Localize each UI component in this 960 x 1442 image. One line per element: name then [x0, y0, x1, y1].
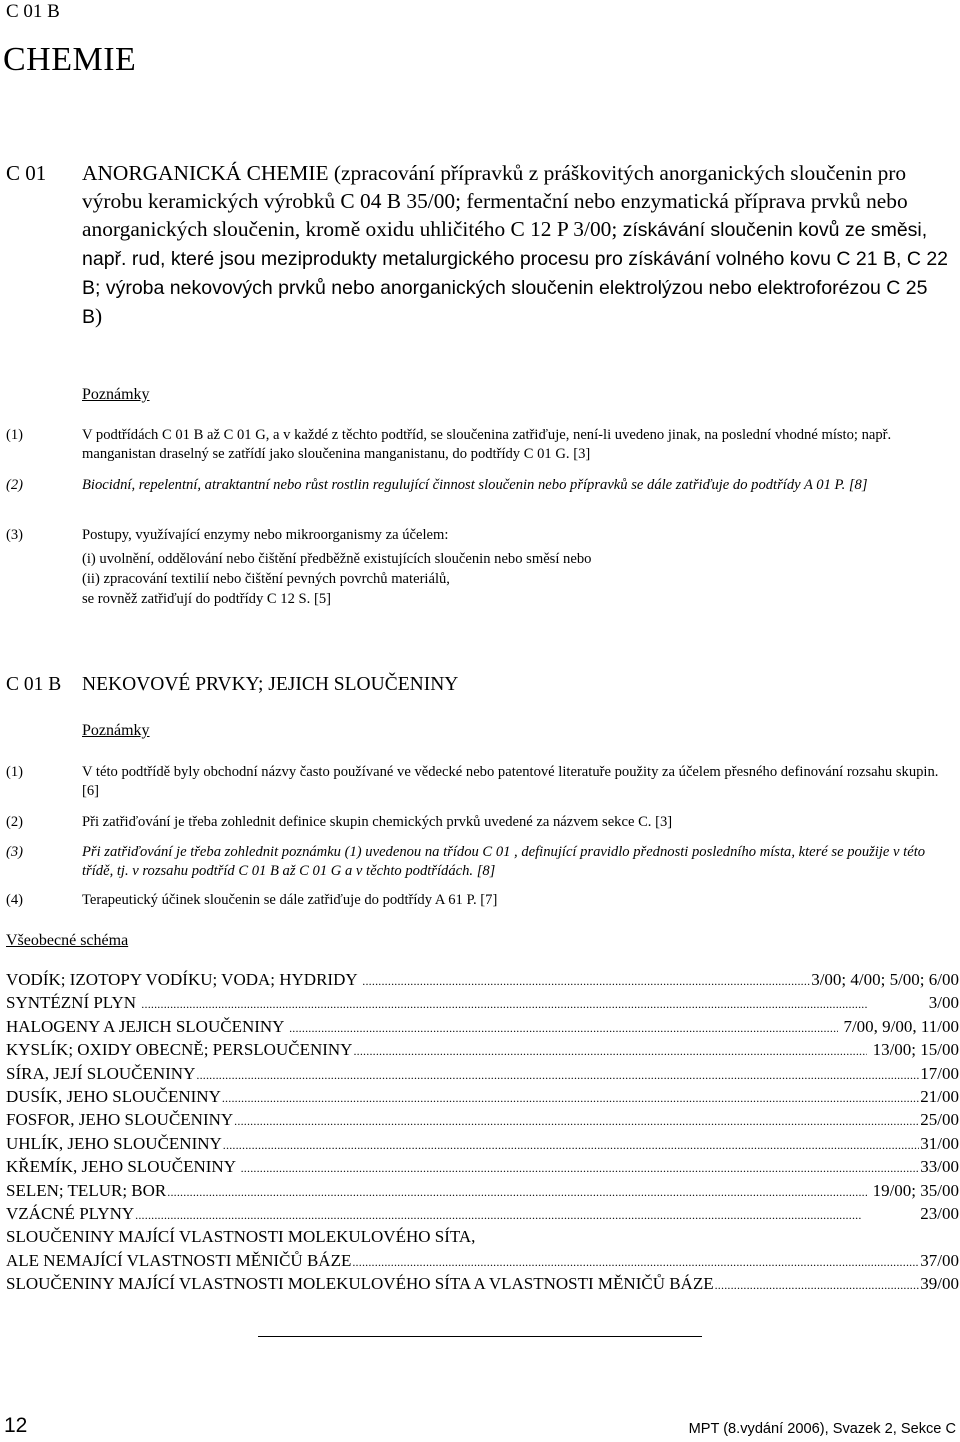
leader-dots — [234, 1110, 919, 1132]
subclass-note-number: (1) — [6, 764, 24, 780]
subclass-code: C 01 B — [6, 674, 62, 695]
schema-entry-label: KŘEMÍK, JEHO SLOUČENINY — [6, 1157, 240, 1177]
schema-entry-groups: 37/00 — [920, 1250, 959, 1270]
subclass-note-number: (3) — [6, 844, 24, 860]
class-title-caps: ANORGANICKÁ CHEMIE — [82, 161, 329, 185]
leader-dots — [167, 1181, 867, 1203]
schema-entry-label: ALE NEMAJÍCÍ VLASTNOSTI MĚNIČŮ BÁZE — [6, 1250, 352, 1270]
schema-entry — [6, 1086, 959, 1109]
subclass-note-number: (2) — [6, 814, 24, 830]
publication-info: MPT (8.vydání 2006), Svazek 2, Sekce C — [688, 1421, 956, 1437]
leader-dots — [289, 1017, 838, 1039]
class-note-subitem: se rovněž zatřiďují do podtřídy C 12 S. [5] — [82, 591, 331, 607]
schema-entry-label: SÍRA, JEJÍ SLOUČENINY — [6, 1063, 196, 1083]
subclass-note-text: Při zatřiďování je třeba zohlednit definice skupin chemických prvků uvedené za názvem sekce C. [3] — [82, 814, 673, 830]
schema-entry — [6, 1273, 959, 1296]
class-note-subitem: (i) uvolnění, oddělování nebo čištění předběžně existujících sloučenin nebo směsí nebo — [82, 551, 592, 567]
schema-entry-label: SLOUČENINY MAJÍCÍ VLASTNOSTI MOLEKULOVÉHO SÍTA A VLASTNOSTI MĚNIČŮ BÁZE — [6, 1274, 714, 1294]
schema-entry-groups: 3/00; 4/00; 5/00; 6/00 — [811, 970, 959, 989]
class-title — [82, 159, 952, 331]
subclass-notes-heading: Poznámky — [82, 722, 150, 739]
schema-entry-groups: 23/00 — [920, 1203, 959, 1223]
class-note-text: V podtřídách C 01 B až C 01 G, a v každé z těchto podtříd, se sloučenina zatřiďuje, není-li uvedeno jinak, na poslední vhodné místo; např. manganistan draselný se zatřídí jako sloučenina manganistanu, do podtřídy C 01 G. [3] — [82, 427, 892, 462]
schema-entry-label: SELEN; TELUR; BOR — [6, 1180, 167, 1200]
schema-entry-groups: 3/00 — [928, 993, 959, 1013]
leader-dots — [352, 1251, 919, 1273]
schema-entry — [6, 969, 959, 992]
schema-entry-label: UHLÍK, JEHO SLOUČENINY — [6, 1133, 222, 1153]
leader-dots — [222, 1087, 919, 1109]
schema-entry-groups: 33/00 — [920, 1157, 959, 1177]
page-title: CHEMIE — [3, 41, 137, 78]
class-title-scope-sans: získávání sloučenin kovů ze směsi, např. rud, které jsou meziprodukty metalurgického procesu pro získávání volného kovu C 21 B, C 22 B; výroba nekovových prvků nebo anorganických sloučenin elektrolýzou nebo elektroforézou C 25 B — [82, 219, 949, 328]
schema-entry-label: FOSFOR, JEHO SLOUČENINY — [6, 1110, 234, 1130]
schema-entry-groups: 17/00 — [920, 1063, 959, 1083]
subclass-note-number: (4) — [6, 892, 24, 908]
schema-entry-groups: 19/00; 35/00 — [868, 1180, 959, 1200]
leader-dots — [353, 1040, 867, 1062]
schema-entry — [6, 992, 959, 1015]
schema-entry — [6, 1250, 959, 1273]
class-notes-heading: Poznámky — [82, 386, 150, 403]
schema-entry — [6, 1016, 959, 1039]
page-header-code: C 01 B — [6, 1, 60, 22]
leader-dots — [141, 993, 927, 1015]
schema-entry-groups: 39/00 — [920, 1274, 959, 1294]
subclass-title: NEKOVOVÉ PRVKY; JEJICH SLOUČENINY — [82, 674, 459, 695]
schema-entry — [6, 1039, 959, 1062]
leader-dots — [135, 1204, 919, 1226]
schema-entry-label: KYSLÍK; OXIDY OBECNĚ; PERSLOUČENINY — [6, 1040, 353, 1060]
schema-entry — [6, 1203, 959, 1226]
schema-entry — [6, 1109, 959, 1132]
class-note-text: Postupy, využívající enzymy nebo mikroorganismy za účelem: — [82, 527, 449, 543]
schema-entry-label: SYNTÉZNÍ PLYN — [6, 993, 141, 1013]
leader-dots — [196, 1064, 919, 1086]
subclass-note-text: Terapeutický účinek sloučenin se dále zatřiďuje do podtřídy A 61 P. [7] — [82, 892, 498, 908]
class-note-subitem: (ii) zpracování textilií nebo čištění pevných povrchů materiálů, — [82, 571, 450, 587]
class-note-number: (3) — [6, 527, 24, 543]
class-code: C 01 — [6, 161, 47, 185]
subclass-note-text: Při zatřiďování je třeba zohlednit poznámku (1) uvedenou na třídou C 01 , definující pravidlo přednosti posledního místa, které se použije v této třídě, tj. v rozsahu podtříd C 01 B až C 01 G a v těchto podtřídách. [8] — [82, 844, 926, 879]
leader-dots — [241, 1157, 920, 1179]
schema-entry-label: SLOUČENINY MAJÍCÍ VLASTNOSTI MOLEKULOVÉHO SÍTA, — [6, 1227, 476, 1247]
schema-entry — [6, 1063, 959, 1086]
leader-dots — [715, 1274, 920, 1296]
leader-dots — [362, 970, 810, 992]
section-end-rule — [258, 1336, 702, 1337]
schema-entry — [6, 1156, 959, 1179]
schema-entry — [6, 1180, 959, 1203]
schema-entry-label: VZÁCNÉ PLYNY — [6, 1203, 135, 1223]
class-title-close: ) — [95, 304, 103, 328]
schema-entry-groups: 21/00 — [920, 1086, 959, 1106]
schema-entry-groups: 31/00 — [920, 1133, 959, 1153]
leader-dots — [223, 1134, 919, 1156]
schema-heading: Všeobecné schéma — [6, 932, 129, 949]
schema-entry — [6, 1226, 959, 1249]
schema-entry-groups: 25/00 — [920, 1110, 959, 1130]
class-note-number: (1) — [6, 427, 24, 443]
schema-entry-groups: 13/00; 15/00 — [868, 1040, 959, 1060]
schema-entry-label: DUSÍK, JEHO SLOUČENINY — [6, 1086, 221, 1106]
schema-entry-groups: 7/00, 9/00, 11/00 — [839, 1016, 959, 1036]
schema-entry-label: HALOGENY A JEJICH SLOUČENINY — [6, 1016, 289, 1036]
class-note-number: (2) — [6, 477, 24, 493]
subclass-note-text: V této podtřídě byly obchodní názvy často používané ve vědecké nebo patentové literatuře použity za účelem přesného definování rozsahu skupin. [6] — [82, 764, 939, 799]
class-note-text: Biocidní, repelentní, atraktantní nebo růst rostlin regulující činnost sloučenin nebo přípravků se dále zatřiďuje do podtřídy A 01 P. [8] — [82, 477, 868, 493]
schema-entries — [6, 969, 959, 1296]
schema-entry-label: VODÍK; IZOTOPY VODÍKU; VODA; HYDRIDY — [6, 970, 362, 989]
class-title-scope: (zpracování přípravků z práškovitých anorganických sloučenin pro výrobu keramických výrobků C 04 B 35/00; fermentační nebo enzymatická příprava prvků nebo anorganických sloučenin, kromě oxidu uhličitého C 12 P 3/00; — [82, 161, 908, 241]
schema-entry — [6, 1133, 959, 1156]
page-number: 12 — [4, 1414, 28, 1437]
